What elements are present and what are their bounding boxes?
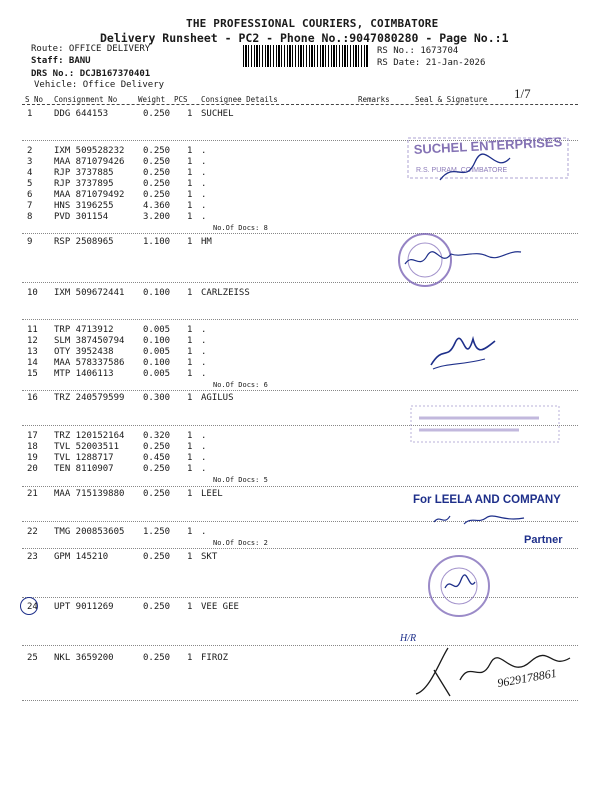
- table-row: 18 TVL 52003511 0.250 1 .: [27, 442, 207, 452]
- handwritten-phone: 9629178861: [496, 665, 558, 691]
- table-row: 4 RJP 3737885 0.250 1 .: [27, 168, 207, 178]
- leela-stamp-title: For LEELA AND COMPANY: [413, 494, 561, 506]
- leela-stamp-role: Partner: [524, 534, 563, 546]
- skt-round-stamp: [425, 552, 495, 622]
- rs-date: RS Date: 21-Jan-2026: [377, 58, 486, 68]
- col-remarks: Remarks: [358, 95, 390, 104]
- table-row: 11 TRP 4713912 0.005 1 .: [27, 325, 207, 335]
- company-name: THE PROFESSIONAL COURIERS, COIMBATORE: [186, 17, 439, 30]
- table-row: 10 IXM 509672441 0.100 1 CARLZEISS: [27, 288, 250, 298]
- signature-scribble: [425, 325, 505, 375]
- barcode: [243, 45, 369, 67]
- docs-count: No.Of Docs: 6: [213, 381, 268, 389]
- suchel-stamp: [400, 130, 580, 190]
- table-row: 22 TMG 200853605 1.250 1 .: [27, 527, 207, 537]
- table-row: 21 MAA 715139880 0.250 1 LEEL: [27, 489, 223, 499]
- header-rule: [22, 104, 578, 105]
- table-row: 16 TRZ 240579599 0.300 1 AGILUS: [27, 393, 234, 403]
- suchel-stamp-title: SUCHEL ENTERPRISES: [413, 134, 563, 157]
- docs-count: No.Of Docs: 5: [213, 476, 268, 484]
- table-row: 1 DDG 644153 0.250 1 SUCHEL: [27, 109, 234, 119]
- col-consignment: Consignment No: [54, 95, 118, 104]
- table-row: 13 OTY 3952438 0.005 1 .: [27, 347, 207, 357]
- table-row: 20 TEN 8110907 0.250 1 .: [27, 464, 207, 474]
- staff-label: Staff: BANU: [31, 56, 91, 66]
- table-row: 19 TVL 1288717 0.450 1 .: [27, 453, 207, 463]
- table-row: 14 MAA 578337586 0.100 1 .: [27, 358, 207, 368]
- agilus-stamp: [405, 400, 565, 450]
- table-row: 9 RSP 2508965 1.100 1 HM: [27, 237, 212, 247]
- col-sno: S No: [25, 95, 44, 104]
- page-handwritten-mark: 1/7: [514, 86, 531, 101]
- table-row: 3 MAA 871079426 0.250 1 .: [27, 157, 207, 167]
- runsheet-title: Delivery Runsheet - PC2 - Phone No.:9047080280 - Page No.:1: [100, 31, 509, 45]
- rs-number: RS No.: 1673704: [377, 46, 459, 56]
- col-pcs: PCS: [174, 95, 188, 104]
- col-consignee: Consignee Details: [201, 95, 278, 104]
- drs-number: DRS No.: DCJB167370401: [31, 69, 151, 79]
- table-row: 6 MAA 871079492 0.250 1 .: [27, 190, 207, 200]
- col-weight: Weight: [138, 95, 166, 104]
- leela-signature: [430, 508, 530, 530]
- table-row: 7 HNS 3196255 4.360 1 .: [27, 201, 207, 211]
- docs-count: No.Of Docs: 8: [213, 224, 268, 232]
- hm-stamp-signature: [395, 230, 535, 292]
- docs-count: No.Of Docs: 2: [213, 539, 268, 547]
- suchel-stamp-line: R.S. PURAM, COIMBATORE: [416, 167, 508, 174]
- table-row: 23 GPM 145210 0.250 1 SKT: [27, 552, 218, 562]
- table-row: 17 TRZ 120152164 0.320 1 .: [27, 431, 207, 441]
- col-seal-signature: Seal & Signature: [415, 95, 488, 104]
- vehicle-label: Vehicle: Office Delivery: [34, 80, 165, 90]
- table-row: 5 RJP 3737895 0.250 1 .: [27, 179, 207, 189]
- route-label: Route: OFFICE DELIVERY: [31, 44, 151, 54]
- handwritten-circle: [20, 597, 38, 615]
- table-row: 24 UPT 9011269 0.250 1 VEE GEE: [27, 602, 239, 612]
- table-row: 25 NKL 3659200 0.250 1 FIROZ: [27, 653, 229, 663]
- table-row: 15 MTP 1406113 0.005 1 .: [27, 369, 207, 379]
- hr-note: H/R: [400, 633, 417, 644]
- table-row: 8 PVD 301154 3.200 1 .: [27, 212, 207, 222]
- table-row: 2 IXM 509528232 0.250 1 .: [27, 146, 207, 156]
- table-row: 12 SLM 387450794 0.100 1 .: [27, 336, 207, 346]
